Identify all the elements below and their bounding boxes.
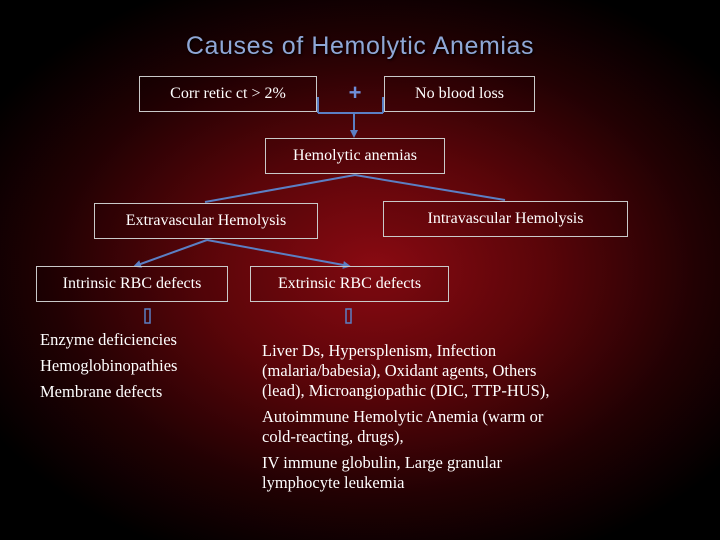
arrow-to-intrinsic <box>135 240 207 266</box>
intrinsic-rbc-defects-box: Intrinsic RBC defects <box>36 266 228 302</box>
list-item: IV immune globulin, Large granular lymphocyte leukemia <box>262 453 502 492</box>
list-item: Autoimmune Hemolytic Anemia (warm or cold-reacting, drugs), <box>262 407 544 446</box>
extrinsic-rbc-defects-box: Extrinsic RBC defects <box>250 266 449 302</box>
arrow-to-extrinsic <box>207 240 349 266</box>
hemolytic-anemias-box: Hemolytic anemias <box>265 138 445 174</box>
connector-to-intravascular <box>355 175 505 200</box>
list-item: Membrane defects <box>40 382 163 401</box>
no-blood-loss-box: No blood loss <box>384 76 535 112</box>
plus-sign: + <box>348 80 362 105</box>
extrinsic-list-pointer <box>346 309 351 323</box>
list-item: Liver Ds, Hypersplenism, Infection (malaria/babesia), Oxidant agents, Others (lead), Microangiopathic (DIC, TTP-HUS), <box>262 341 550 400</box>
intravascular-hemolysis-box: Intravascular Hemolysis <box>383 201 628 237</box>
slide-title: Causes of Hemolytic Anemias <box>185 32 535 60</box>
extrinsic-causes-list <box>262 341 562 499</box>
extravascular-hemolysis-box: Extravascular Hemolysis <box>94 203 318 239</box>
intrinsic-list-pointer <box>145 309 150 323</box>
connector-to-extravascular <box>205 175 355 202</box>
retic-count-box: Corr retic ct > 2% <box>139 76 317 112</box>
intrinsic-causes-list <box>40 327 177 405</box>
list-item: Enzyme deficiencies <box>40 330 177 349</box>
list-item: Hemoglobinopathies <box>40 356 178 375</box>
